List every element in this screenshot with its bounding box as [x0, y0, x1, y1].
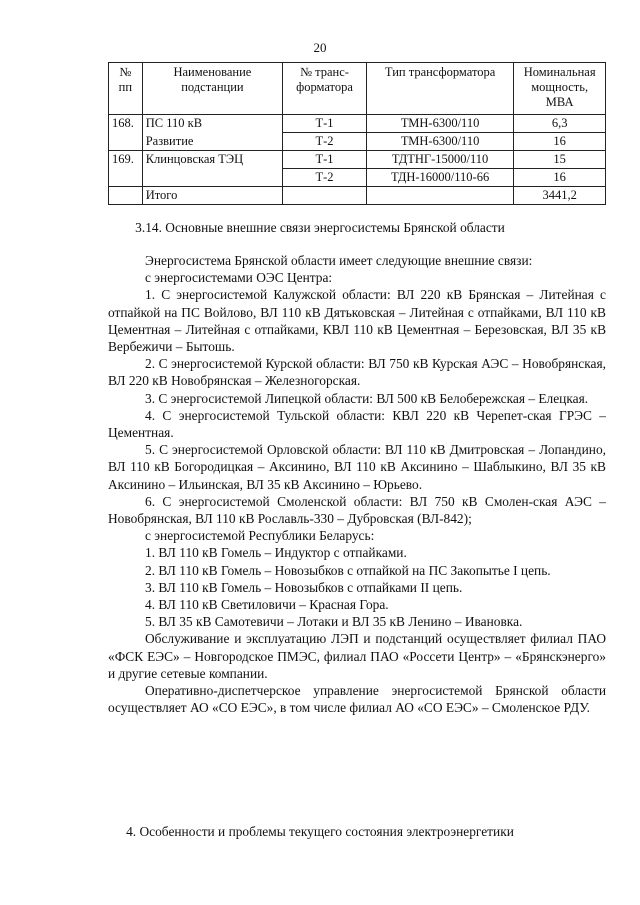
section-title-4: 4. Особенности и проблемы текущего состояния электроэнергетики [126, 824, 514, 839]
cell-type [366, 187, 513, 205]
table-header-row [109, 63, 606, 115]
cell-power: 16 [514, 169, 606, 187]
transformer-table [108, 62, 606, 205]
table-total-row [109, 187, 606, 205]
header-type: Тип трансформатора [366, 63, 513, 115]
paragraph: с энергосистемами ОЭС Центра: [145, 270, 333, 286]
header-num: № пп [109, 63, 143, 115]
cell-transformer: Т-2 [283, 169, 367, 187]
paragraph: 1. С энергосистемой Калужской области: ВЛ 220 кВ Брянская – Литейная с отпайкой на ПС Войлово, ВЛ 110 кВ Дятьковская – Литейная с отпайками, ВЛ 110 кВ Цементная – Литейная с отпайками, КВЛ 110 кВ Цементная – Березовская, ВЛ 35 кВ Вербежичи – Бытошь. [108, 287, 606, 355]
paragraph: Обслуживание и эксплуатацию ЛЭП и подстанций осуществляет филиал ПАО «ФСК ЕЭС» – Новгородское ПМЭС, филиал ПАО «Россети Центр» – «Брянскэнерго» и другие сетевые компании. [108, 631, 606, 681]
paragraph: 2. ВЛ 110 кВ Гомель – Новозыбков с отпайкой на ПС Закопытье I цепь. [145, 562, 551, 578]
cell-num [109, 169, 143, 187]
table-row [109, 115, 606, 133]
cell-power: 16 [514, 133, 606, 151]
cell-num: 168. [109, 115, 143, 133]
cell-num [109, 133, 143, 151]
cell-type: ТДТНГ-15000/110 [366, 151, 513, 169]
cell-name [142, 169, 282, 187]
page-number: 20 [313, 40, 327, 55]
cell-num: 169. [109, 151, 143, 169]
paragraph: 4. С энергосистемой Тульской области: КВЛ 220 кВ Черепет-ская ГРЭС – Цементная. [108, 407, 606, 441]
paragraph: Энергосистема Брянской области имеет следующие внешние связи: [145, 253, 533, 268]
cell-power: 6,3 [514, 115, 606, 133]
cell-power: 15 [514, 151, 606, 169]
paragraph: 3. С энергосистемой Липецкой области: ВЛ 500 кВ Белобережская – Елецкая. [145, 390, 589, 406]
header-power: Номинальная мощность, МВА [514, 63, 606, 115]
paragraph: 6. С энергосистемой Смоленской области: ВЛ 750 кВ Смолен-ская АЭС – Новобрянская, ВЛ 110 кВ Рославль-330 – Дубровская (ВЛ-842); [108, 493, 606, 527]
section-body [108, 252, 606, 716]
cell-name: Развитие [142, 133, 282, 151]
paragraph: 2. С энергосистемой Курской области: ВЛ 750 кВ Курская АЭС – Новобрянская, ВЛ 220 кВ Новобрянская – Железногорская. [108, 356, 606, 389]
paragraph: 5. ВЛ 35 кВ Самотевичи – Лотаки и ВЛ 35 кВ Ленино – Ивановка. [145, 614, 523, 630]
paragraph: 3. ВЛ 110 кВ Гомель – Новозыбков с отпайками II цепь. [145, 579, 463, 595]
cell-num [109, 187, 143, 205]
table-row [109, 151, 606, 169]
cell-type: ТМН-6300/110 [366, 133, 513, 151]
cell-name: ПС 110 кВ [142, 115, 282, 133]
paragraph: 1. ВЛ 110 кВ Гомель – Индуктор с отпайками. [145, 545, 407, 561]
cell-transformer: Т-1 [283, 151, 367, 169]
cell-transformer: Т-1 [283, 115, 367, 133]
section-title-3-14: 3.14. Основные внешние связи энергосистемы Брянской области [135, 220, 505, 235]
cell-type: ТМН-6300/110 [366, 115, 513, 133]
table-row [109, 169, 606, 187]
paragraph: с энергосистемой Республики Беларусь: [145, 528, 375, 544]
cell-transformer [283, 187, 367, 205]
cell-transformer: Т-2 [283, 133, 367, 151]
header-name: Наименование подстанции [142, 63, 282, 115]
paragraph: 5. С энергосистемой Орловской области: ВЛ 110 кВ Дмитровская – Лопандино, ВЛ 110 кВ Богородицкая – Аксинино, ВЛ 110 кВ Аксинино – Шаблыкино, ВЛ 35 кВ Аксинино – Ильинская, ВЛ 35 кВ Аксинино – Юрьево. [108, 442, 606, 492]
cell-total-power: 3441,2 [514, 187, 606, 205]
header-transformer-num: № транс-форматора [283, 63, 367, 115]
paragraph: Оперативно-диспетчерское управление энергосистемой Брянской области осуществляет АО «СО ЕЭС», в том числе филиал АО «СО ЕЭС» – Смоленское РДУ. [108, 683, 606, 716]
cell-total-label: Итого [142, 187, 282, 205]
cell-type: ТДН-16000/110-66 [366, 169, 513, 187]
table-row [109, 133, 606, 151]
cell-name: Клинцовская ТЭЦ [142, 151, 282, 169]
paragraph: 4. ВЛ 110 кВ Светиловичи – Красная Гора. [145, 597, 389, 613]
